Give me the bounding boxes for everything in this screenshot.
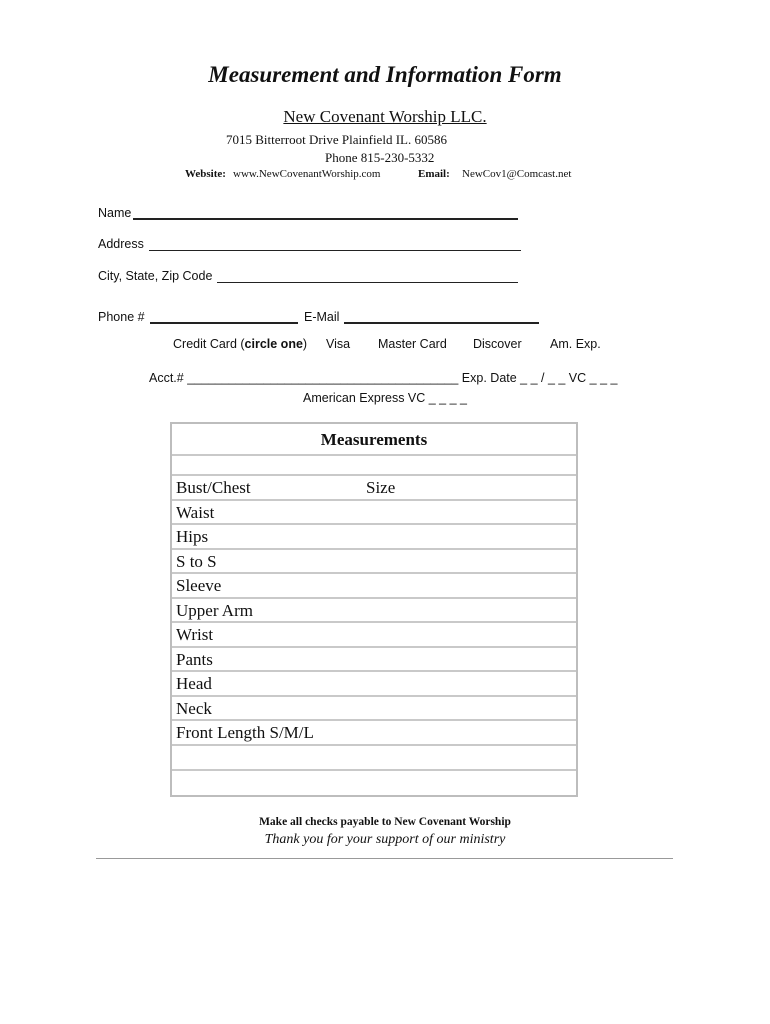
table-row[interactable] bbox=[172, 648, 576, 673]
table-row[interactable] bbox=[172, 672, 576, 697]
credit-card-label-suffix: ) bbox=[302, 337, 308, 351]
measurement-label: Head bbox=[176, 674, 212, 694]
city-state-zip-field bbox=[98, 269, 518, 283]
amex-vc-line[interactable]: American Express VC _ _ _ _ bbox=[303, 391, 467, 405]
address-label: Address bbox=[98, 237, 144, 251]
credit-card-label bbox=[173, 337, 307, 351]
measurement-label: Hips bbox=[176, 527, 209, 547]
card-option-visa[interactable]: Visa bbox=[326, 337, 351, 351]
table-row[interactable] bbox=[172, 771, 576, 796]
company-phone: Phone 815-230-5332 bbox=[325, 150, 435, 165]
table-row[interactable] bbox=[172, 599, 576, 624]
account-number-line[interactable]: Acct.# _______________________________________ Exp. Date _ _ / _ _ VC _ _ _ bbox=[149, 371, 618, 385]
email-label: Email: bbox=[418, 168, 450, 180]
table-row[interactable] bbox=[172, 746, 576, 771]
phone-field bbox=[98, 309, 298, 324]
phone-input-line[interactable] bbox=[150, 309, 298, 324]
measurement-label: Sleeve bbox=[176, 576, 222, 596]
card-option-master-card[interactable]: Master Card bbox=[378, 337, 447, 351]
measurement-label: Waist bbox=[176, 502, 215, 522]
table-row[interactable] bbox=[172, 721, 576, 746]
website-link[interactable]: www.NewCovenantWorship.com bbox=[233, 168, 381, 180]
measurements-table bbox=[170, 422, 578, 797]
measurement-label: S to S bbox=[176, 551, 217, 571]
credit-card-label-bold: circle one bbox=[244, 337, 303, 351]
table-row[interactable] bbox=[172, 525, 576, 550]
form-title: Measurement and Information Form bbox=[208, 62, 562, 87]
name-label: Name bbox=[98, 206, 132, 220]
size-column-header: Size bbox=[366, 478, 396, 497]
measurement-label: Front Length S/M/L bbox=[176, 723, 314, 743]
city-state-zip-input-line[interactable] bbox=[217, 269, 518, 283]
measurement-label: Pants bbox=[176, 649, 213, 669]
table-row[interactable] bbox=[172, 550, 576, 575]
email-field-label: E-Mail bbox=[304, 310, 340, 324]
website-label: Website: bbox=[185, 168, 226, 180]
table-row[interactable] bbox=[172, 574, 576, 599]
table-row[interactable] bbox=[172, 623, 576, 648]
company-name: New Covenant Worship LLC. bbox=[283, 107, 487, 126]
phone-label: Phone # bbox=[98, 310, 145, 324]
address-input-line[interactable] bbox=[149, 237, 521, 251]
table-row[interactable] bbox=[172, 697, 576, 722]
city-state-zip-label: City, State, Zip Code bbox=[98, 269, 213, 283]
card-option-discover[interactable]: Discover bbox=[473, 337, 522, 351]
company-address: 7015 Bitterroot Drive Plainfield IL. 60586 bbox=[226, 132, 447, 147]
measurement-label: Neck bbox=[176, 698, 212, 718]
email-input-line[interactable] bbox=[344, 309, 539, 324]
checks-payable-note: Make all checks payable to New Covenant Worship bbox=[259, 816, 511, 828]
name-field bbox=[98, 205, 518, 220]
thank-you-note: Thank you for your support of our ministry bbox=[264, 832, 506, 847]
address-field bbox=[98, 237, 521, 251]
name-input-line[interactable] bbox=[133, 205, 518, 220]
email-field bbox=[304, 309, 539, 324]
measurements-heading: Measurements bbox=[172, 424, 576, 456]
measurement-label: Bust/Chest bbox=[176, 478, 251, 497]
credit-card-label-prefix: Credit Card ( bbox=[173, 337, 245, 351]
email-link[interactable]: NewCov1@Comcast.net bbox=[462, 168, 572, 180]
measurement-label: Wrist bbox=[176, 625, 214, 645]
measurement-label: Upper Arm bbox=[176, 600, 253, 620]
table-spacer-row bbox=[172, 456, 576, 476]
table-row[interactable] bbox=[172, 501, 576, 526]
card-option-am-exp[interactable]: Am. Exp. bbox=[550, 337, 601, 351]
table-row[interactable] bbox=[172, 476, 576, 501]
footer-divider bbox=[96, 858, 673, 859]
